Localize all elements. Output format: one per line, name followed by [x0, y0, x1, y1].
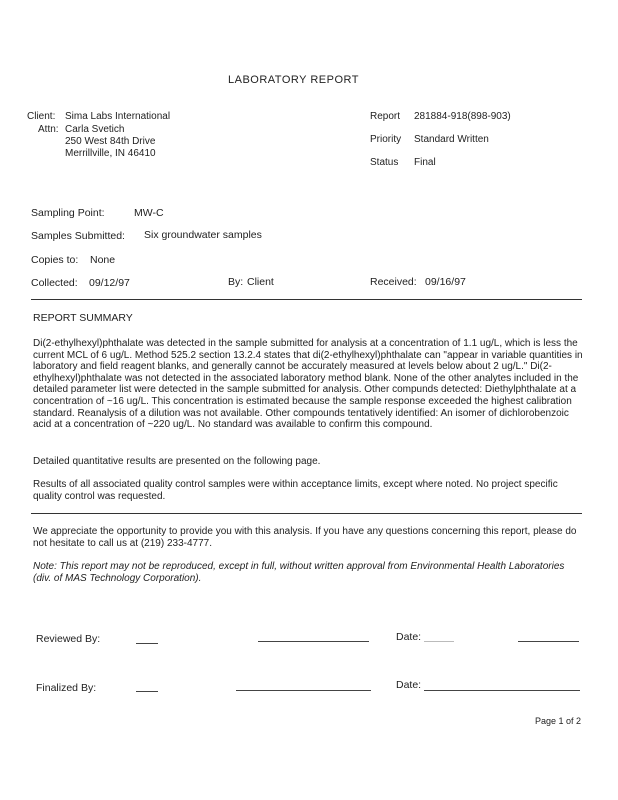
priority-label: Priority — [370, 134, 402, 145]
status-label: Status — [370, 157, 399, 168]
reproduction-note: Note: This report may not be reproduced, except in full, without written approval from Environmental Health Laboratories (div. of MAS Technology Corporation). — [33, 561, 565, 584]
summary-paragraph-results: Detailed quantitative results are presented on the following page. — [33, 456, 321, 467]
summary-paragraph-main: Di(2-ethylhexyl)phthalate was detected in the sample submitted for analysis at a concentration of 1.1 ug/L, which is less the current MCL of 6 ug/L. Method 525.2 section 13.2.4 states that di(2-ethylhexyl)phthalate can "appear in variable quantities in laboratory and field reagent blanks, and generally cannot be accurately measured at levels below about 2 ug/L." Di(2-ethylhexyl)phthalate was not detected in the associated laboratory method blank. None of the other analytes included in the detailed parameter list were detected in the sample submitted for analysis. Other compunds detected: Diethylphthalate at a concentration of ~16 ug/L. This concentration is estimated because the sample response exceeded the highest calibration standard. Reanalysis of a dilution was not available. Other compounds tentatively identified: An isomer of dichlorobenzoic acid at a concentration of ~220 ug/L. No standard was available to confirm this compound. — [33, 338, 583, 431]
finalized-initials-line — [136, 691, 158, 692]
collected-label: Collected: — [31, 277, 78, 289]
page-number: Page 1 of 2 — [535, 716, 582, 726]
sampling-point-label: Sampling Point: — [31, 207, 105, 219]
status-value: Final — [414, 157, 436, 168]
appreciation-text: We appreciate the opportunity to provide you with this analysis. If you have any questions concerning this report, please do not hesitate to call us at (219) 233-4777. — [33, 526, 577, 549]
received-date: 09/16/97 — [425, 276, 466, 288]
priority-value: Standard Written — [414, 134, 489, 145]
reviewed-date-line-faint — [424, 641, 454, 642]
copies-label: Copies to: — [31, 254, 79, 266]
address-line2: Merrillville, IN 46410 — [65, 148, 156, 159]
samples-submitted-label: Samples Submitted: — [31, 230, 125, 242]
divider — [31, 299, 582, 300]
report-label: Report — [370, 111, 401, 122]
collected-by-label: By: — [228, 276, 244, 288]
received-label: Received: — [370, 276, 417, 288]
client-name: Sima Labs International — [65, 111, 171, 122]
collected-date: 09/12/97 — [89, 277, 130, 289]
summary-paragraph-qc: Results of all associated quality control samples were within acceptance limits, except where noted. No project specific quality control was requested. — [33, 479, 558, 502]
report-title: LABORATORY REPORT — [228, 74, 359, 86]
reviewed-signature-line — [258, 641, 369, 642]
collected-by-value: Client — [247, 276, 274, 288]
reviewed-initials-line — [136, 643, 158, 644]
reviewed-date-line — [518, 641, 579, 642]
finalized-signature-line — [236, 690, 371, 691]
finalized-date-line — [424, 690, 580, 691]
reviewed-by-label: Reviewed By: — [36, 633, 101, 645]
finalized-by-label: Finalized By: — [36, 682, 97, 694]
reviewed-date-label: Date: — [396, 631, 422, 643]
divider — [31, 513, 582, 514]
summary-heading: REPORT SUMMARY — [33, 312, 133, 324]
address-line1: 250 West 84th Drive — [65, 136, 156, 147]
report-number: 281884-918(898-903) — [414, 111, 511, 122]
attn-name: Carla Svetich — [65, 124, 125, 135]
attn-label: Attn: — [38, 124, 59, 135]
sampling-point-value: MW-C — [134, 207, 164, 219]
copies-value: None — [90, 254, 116, 266]
samples-submitted-value: Six groundwater samples — [144, 229, 262, 241]
client-label: Client: — [27, 111, 56, 122]
finalized-date-label: Date: — [396, 679, 422, 691]
